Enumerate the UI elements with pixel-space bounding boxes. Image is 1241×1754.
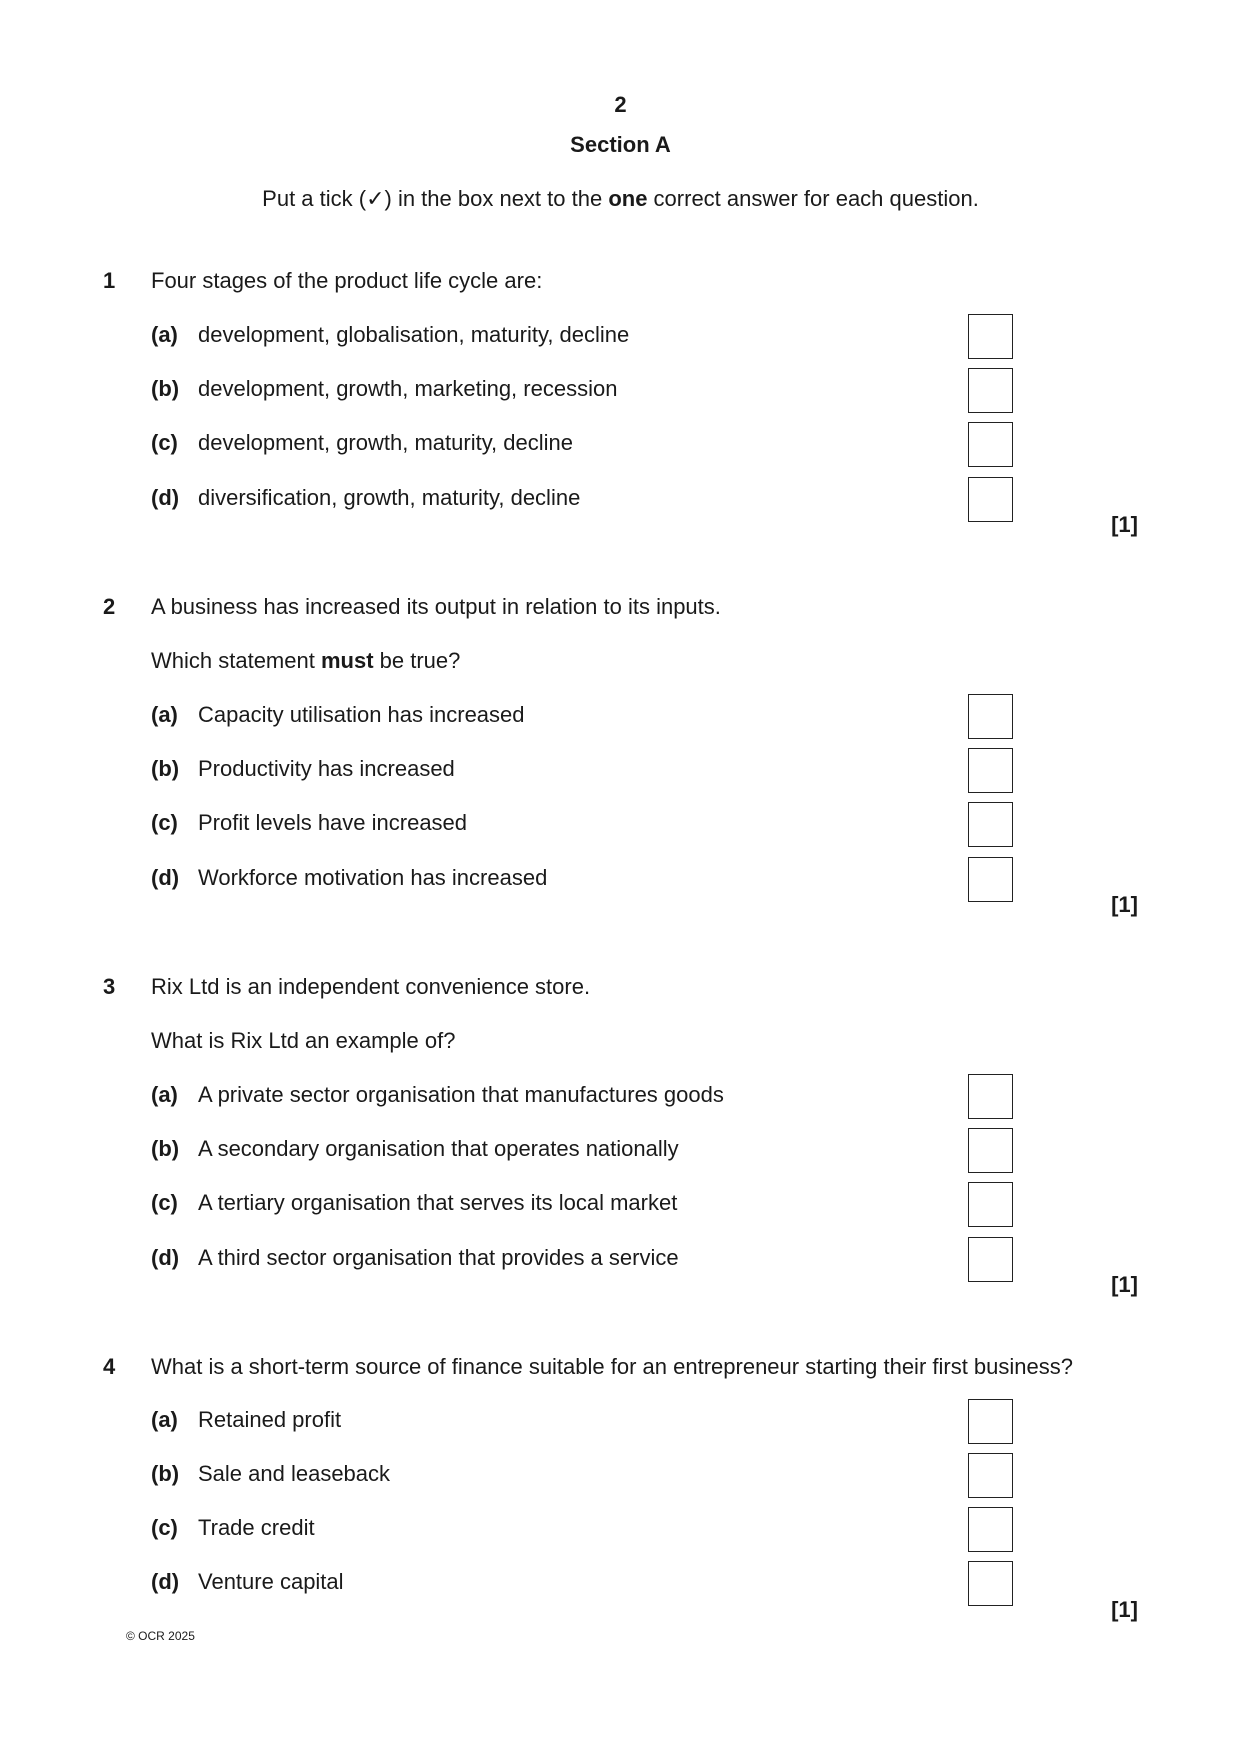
copyright-footer: © OCR 2025: [126, 1629, 195, 1643]
prompt-post: be true?: [373, 648, 461, 673]
option-letter: (c): [151, 430, 178, 455]
option-letter: (b): [151, 376, 180, 401]
option-letter: (a): [151, 322, 178, 347]
answer-checkbox-2b[interactable]: [968, 748, 1013, 793]
question-number: 1: [103, 268, 116, 293]
option-text: Capacity utilisation has increased: [198, 702, 525, 727]
question-number: 4: [103, 1354, 116, 1379]
option-letter: (b): [151, 756, 180, 781]
option-text: A private sector organisation that manufactures goods: [198, 1082, 724, 1107]
answer-checkbox-3c[interactable]: [968, 1182, 1013, 1227]
question-prompt: What is Rix Ltd an example of?: [151, 1028, 456, 1053]
answer-checkbox-2a[interactable]: [968, 694, 1013, 739]
question-prompt: [151, 648, 460, 674]
option-text: development, growth, marketing, recession: [198, 376, 618, 401]
option-text: A tertiary organisation that serves its local market: [198, 1190, 678, 1215]
answer-checkbox-4a[interactable]: [968, 1399, 1013, 1444]
marks-label: [1]: [1111, 892, 1138, 917]
option-letter: (d): [151, 1569, 180, 1594]
instruction-post: correct answer for each question.: [647, 186, 979, 211]
option-text: Venture capital: [198, 1569, 344, 1594]
question-stem: A business has increased its output in relation to its inputs.: [151, 594, 721, 619]
option-letter: (c): [151, 1190, 178, 1215]
answer-checkbox-1b[interactable]: [968, 368, 1013, 413]
option-text: development, globalisation, maturity, decline: [198, 322, 630, 347]
option-letter: (a): [151, 702, 178, 727]
option-letter: (a): [151, 1407, 178, 1432]
option-text: Workforce motivation has increased: [198, 865, 548, 890]
option-letter: (a): [151, 1082, 178, 1107]
option-letter: (b): [151, 1461, 180, 1486]
option-letter: (d): [151, 485, 180, 510]
option-text: Retained profit: [198, 1407, 342, 1432]
page-number: 2: [614, 92, 627, 117]
answer-checkbox-1d[interactable]: [968, 477, 1013, 522]
answer-checkbox-1c[interactable]: [968, 422, 1013, 467]
instruction-emphasis: one: [608, 186, 648, 211]
instruction: [0, 186, 1241, 212]
option-text: A secondary organisation that operates nationally: [198, 1136, 679, 1161]
instruction-pre: Put a tick (✓) in the box next to the: [262, 186, 609, 211]
answer-checkbox-2d[interactable]: [968, 857, 1013, 902]
option-letter: (c): [151, 810, 178, 835]
option-text: Productivity has increased: [198, 756, 455, 781]
question-stem: What is a short-term source of finance suitable for an entrepreneur starting their first business?: [151, 1354, 1073, 1379]
question-stem: Rix Ltd is an independent convenience store.: [151, 974, 591, 999]
option-text: Sale and leaseback: [198, 1461, 391, 1486]
option-text: diversification, growth, maturity, decline: [198, 485, 581, 510]
answer-checkbox-2c[interactable]: [968, 802, 1013, 847]
option-letter: (b): [151, 1136, 180, 1161]
option-text: Trade credit: [198, 1515, 315, 1540]
option-text: development, growth, maturity, decline: [198, 430, 573, 455]
option-letter: (d): [151, 1245, 180, 1270]
option-text: Profit levels have increased: [198, 810, 468, 835]
answer-checkbox-4c[interactable]: [968, 1507, 1013, 1552]
section-title: Section A: [570, 132, 671, 157]
marks-label: [1]: [1111, 1272, 1138, 1297]
answer-checkbox-3b[interactable]: [968, 1128, 1013, 1173]
answer-checkbox-4d[interactable]: [968, 1561, 1013, 1606]
option-text: A third sector organisation that provides a service: [198, 1245, 679, 1270]
marks-label: [1]: [1111, 1597, 1138, 1622]
answer-checkbox-1a[interactable]: [968, 314, 1013, 359]
question-number: 2: [103, 594, 116, 619]
question-number: 3: [103, 974, 116, 999]
prompt-pre: Which statement: [151, 648, 321, 673]
answer-checkbox-4b[interactable]: [968, 1453, 1013, 1498]
question-stem: Four stages of the product life cycle are:: [151, 268, 543, 293]
prompt-emphasis: must: [320, 648, 374, 673]
answer-checkbox-3a[interactable]: [968, 1074, 1013, 1119]
marks-label: [1]: [1111, 512, 1138, 537]
option-letter: (c): [151, 1515, 178, 1540]
answer-checkbox-3d[interactable]: [968, 1237, 1013, 1282]
option-letter: (d): [151, 865, 180, 890]
